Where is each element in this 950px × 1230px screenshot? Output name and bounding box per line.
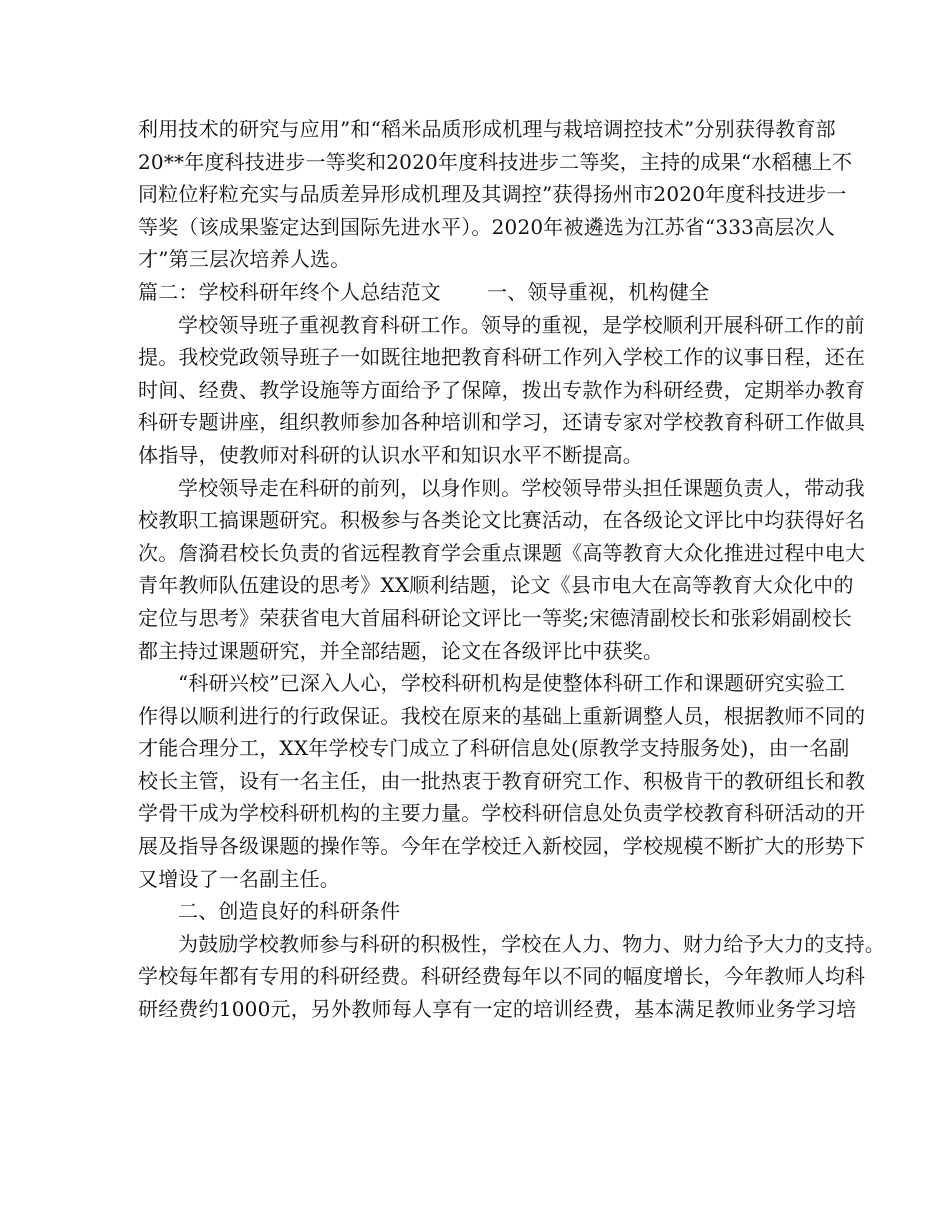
text-line: 20**年度科技进步一等奖和2020年度科技进步二等奖，主持的成果“水稻穗上不 — [138, 149, 853, 174]
text-line: 次。詹漪君校长负责的省远程教育学会重点课题《高等教育大众化推进过程中电大 — [138, 540, 866, 565]
section-two-heading: 二、创造良好的科研条件 — [178, 899, 401, 924]
text-line: 同粒位籽粒充实与品质差异形成机理及其调控”获得扬州市2020年度科技进步一 — [138, 182, 847, 207]
text-line: 研经费约1000元，另外教师每人享有一定的培训经费，基本满足教师业务学习培 — [138, 997, 857, 1022]
text-line: 才能合理分工，XX年学校专门成立了科研信息处(原教学支持服务处)，由一名副 — [138, 736, 850, 761]
text-line: 时间、经费、教学设施等方面给予了保障，拨出专款作为科研经费，定期举办教育 — [138, 377, 866, 402]
text-line: 利用技术的研究与应用”和“稻米品质形成机理与栽培调控技术”分别获得教育部 — [138, 117, 836, 141]
text-line: 校长主管，设有一名主任，由一批热衷于教育研究工作、积极肯干的教研组长和教 — [138, 768, 866, 793]
paragraph-leaders-example — [138, 472, 866, 668]
paragraph-funding — [138, 928, 885, 1026]
intro-paragraph — [138, 113, 853, 276]
text-line: 等奖（该成果鉴定达到国际先进水平）。2020年被遴选为江苏省“333高层次人 — [138, 214, 835, 239]
text-line: 学校领导班子重视教育科研工作。领导的重视，是学校顺利开展科研工作的前 — [178, 312, 865, 337]
text-line: 学骨干成为学校科研机构的主要力量。学校科研信息处负责学校教育科研活动的开 — [138, 801, 866, 826]
text-line: 作得以顺利进行的行政保证。我校在原来的基础上重新调整人员，根据教师不同的 — [138, 703, 866, 728]
text-line: 都主持过课题研究，并全部结题，论文在各级评比中获奖。 — [138, 638, 664, 663]
document-body — [138, 113, 885, 1026]
text-line: 科研专题讲座，组织教师参加各种培训和学习，还请专家对学校教育科研工作做具 — [138, 410, 866, 435]
text-line: 展及指导各级课题的操作等。今年在学校迁入新校园，学校规模不断扩大的形势下 — [138, 834, 866, 859]
text-line: 青年教师队伍建设的思考》XX顺利结题，论文《县市电大在高等教育大众化中的 — [138, 573, 854, 598]
text-line: 校教职工搞课题研究。积极参与各类论文比赛活动，在各级论文评比中均获得好名 — [138, 508, 866, 533]
text-line: 才”第三层次培养人选。 — [138, 247, 351, 272]
text-line: 提。我校党政领导班子一如既往地把教育科研工作列入学校工作的议事日程，还在 — [138, 345, 866, 370]
text-line: 定位与思考》荣获省电大首届科研论文评比一等奖;宋德清副校长和张彩娟副校长 — [138, 605, 852, 630]
text-line: 为鼓励学校教师参与科研的积极性，学校在人力、物力、财力给予大力的支持。 — [178, 931, 885, 956]
text-line: 又增设了一名副主任。 — [138, 866, 340, 891]
paragraph-research-office — [138, 667, 866, 895]
text-line: 体指导，使教师对科研的认识水平和知识水平不断提高。 — [138, 442, 643, 467]
text-line: “科研兴校”已深入人心，学校科研机构是使整体科研工作和课题研究实验工 — [178, 671, 846, 696]
section-one-heading: 一、领导重视，机构健全 — [487, 279, 710, 304]
text-line: 学校领导走在科研的前列，以身作则。学校领导带头担任课题负责人，带动我 — [178, 475, 865, 500]
article-heading — [138, 276, 828, 309]
article-title: 篇二：学校科研年终个人总结范文 — [138, 279, 441, 304]
text-line: 学校每年都有专用的科研经费。科研经费每年以不同的幅度增长，今年教师人均科 — [138, 964, 866, 989]
paragraph-leadership — [138, 309, 866, 472]
